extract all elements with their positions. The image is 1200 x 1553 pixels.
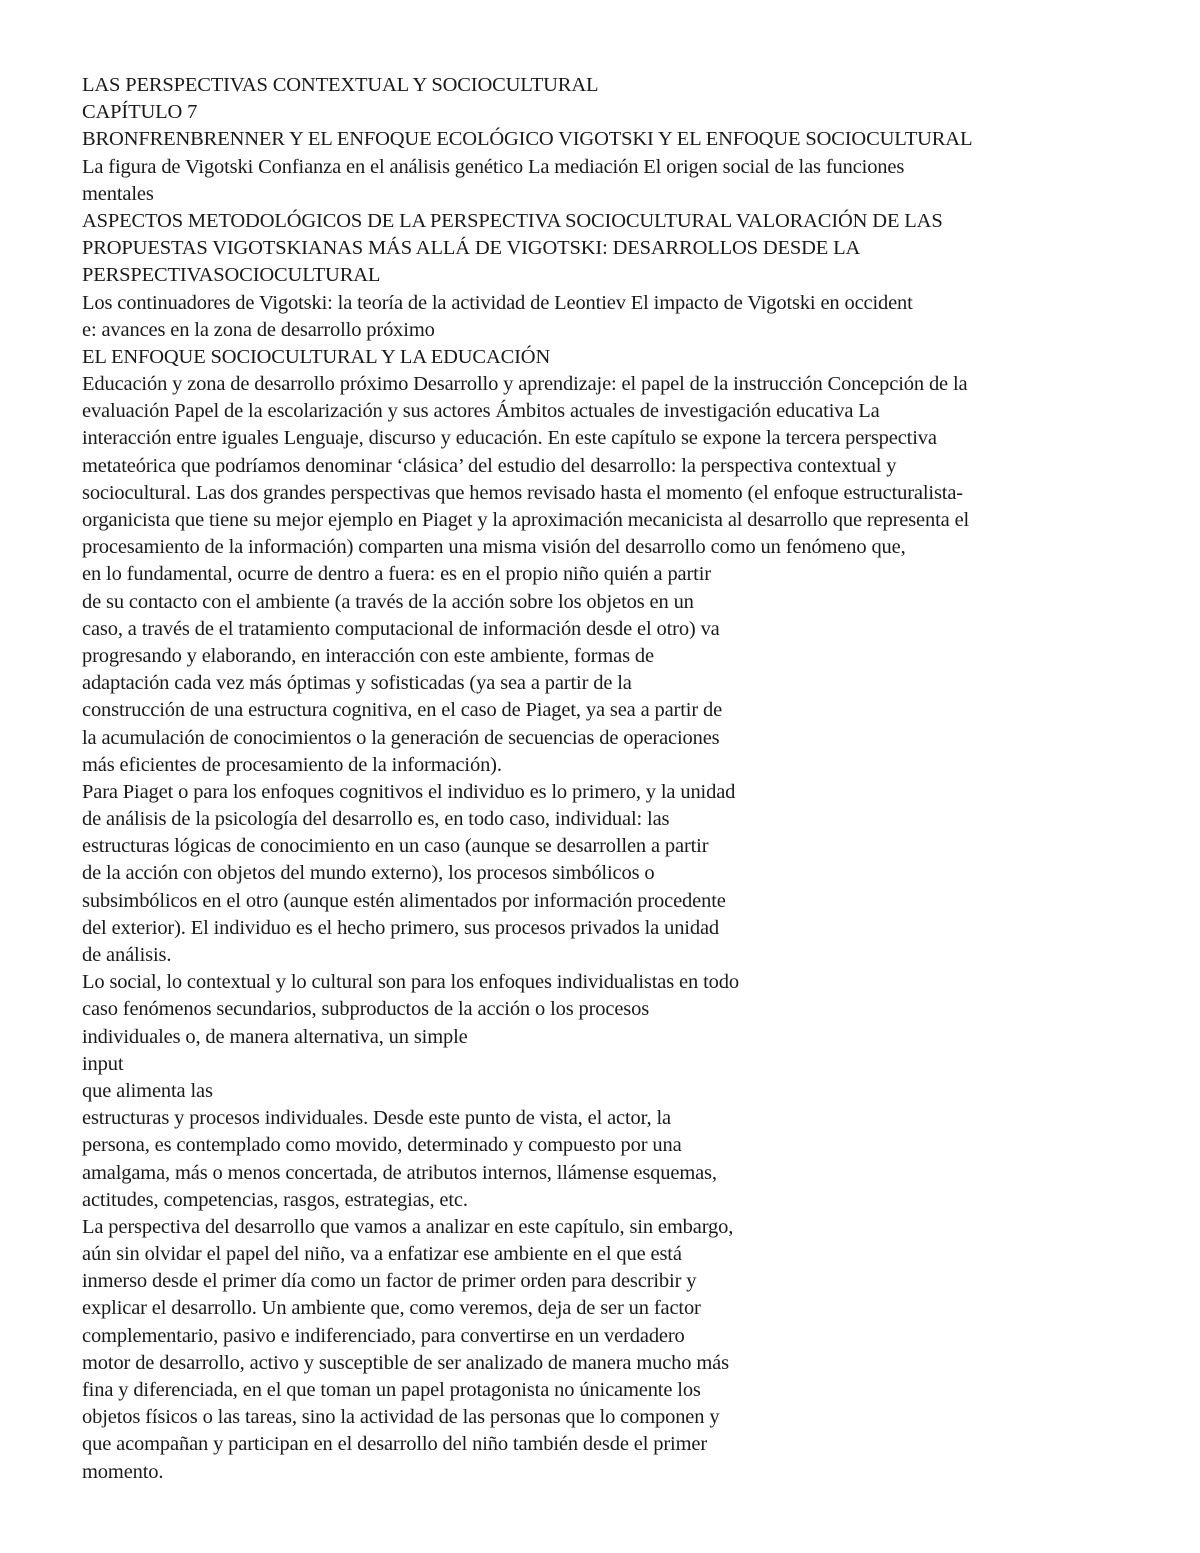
text-line: objetos físicos o las tareas, sino la actividad de las personas que lo componen y <box>82 1406 720 1429</box>
text-line: individuales o, de manera alternativa, un simple <box>82 1025 468 1048</box>
text-line: adaptación cada vez más óptimas y sofisticadas (ya sea a partir de la <box>82 672 632 695</box>
text-line: aún sin olvidar el papel del niño, va a enfatizar ese ambiente en el que está <box>82 1243 682 1266</box>
text-line: Lo social, lo contextual y lo cultural son para los enfoques individualistas en todo <box>82 971 739 994</box>
text-line: más eficientes de procesamiento de la información). <box>82 753 502 776</box>
text-line: organicista que tiene su mejor ejemplo en Piaget y la aproximación mecanicista al desarrollo que representa el <box>82 509 970 531</box>
text-line: inmerso desde el primer día como un factor de primer orden para describir y <box>82 1270 697 1293</box>
text-line: momento. <box>82 1460 164 1483</box>
text-line: que acompañan y participan en el desarrollo del niño también desde el primer <box>82 1433 708 1456</box>
text-line: progresando y elaborando, en interacción con este ambiente, formas de <box>82 644 654 667</box>
text-line: de análisis. <box>82 944 172 966</box>
text-line: del exterior). El individuo es el hecho primero, sus procesos privados la unidad <box>82 916 720 939</box>
text-line: construcción de una estructura cognitiva, en el caso de Piaget, ya sea a partir de <box>82 699 723 722</box>
text-line: input <box>82 1052 124 1075</box>
text-line: caso, a través de el tratamiento computacional de información desde el otro) va <box>82 617 720 640</box>
text-line: fina y diferenciada, en el que toman un papel protagonista no únicamente los <box>82 1379 701 1401</box>
text-line: motor de desarrollo, activo y susceptible de ser analizado de manera mucho más <box>82 1351 729 1374</box>
text-line: estructuras lógicas de conocimiento en un caso (aunque se desarrollen a partir <box>82 835 709 858</box>
text-line: en lo fundamental, ocurre de dentro a fuera: es en el propio niño quién a partir <box>82 563 711 586</box>
text-line: evaluación Papel de la escolarización y sus actores Ámbitos actuales de investigación educativa La <box>82 400 880 423</box>
text-line: PROPUESTAS VIGOTSKIANAS MÁS ALLÁ DE VIGOTSKI: DESARROLLOS DESDE LA <box>82 237 861 260</box>
text-line: de la acción con objetos del mundo externo), los procesos simbólicos o <box>82 862 655 885</box>
text-line: e: avances en la zona de desarrollo próximo <box>82 318 435 341</box>
text-line: Para Piaget o para los enfoques cognitivos el individuo es lo primero, y la unidad <box>82 780 736 803</box>
text-line: Educación y zona de desarrollo próximo Desarrollo y aprendizaje: el papel de la instrucción Concepción de la <box>82 373 968 396</box>
text-line: amalgama, más o menos concertada, de atributos internos, llámense esquemas, <box>82 1161 717 1184</box>
text-line: explicar el desarrollo. Un ambiente que, como veremos, deja de ser un factor <box>82 1297 701 1320</box>
text-line: procesamiento de la información) comparten una misma visión del desarrollo como un fenómeno que, <box>82 536 906 559</box>
text-line: ASPECTOS METODOLÓGICOS DE LA PERSPECTIVA SOCIOCULTURAL VALORACIÓN DE LAS <box>82 209 943 232</box>
text-line: caso fenómenos secundarios, subproductos de la acción o los procesos <box>82 998 650 1021</box>
text-line: PERSPECTIVASOCIOCULTURAL <box>82 264 381 287</box>
document-text <box>82 72 1162 1486</box>
text-line: la acumulación de conocimientos o la generación de secuencias de operaciones <box>82 726 720 749</box>
text-line: mentales <box>82 182 154 205</box>
text-line: Los continuadores de Vigotski: la teoría de la actividad de Leontiev El impacto de Vigotski en occident <box>82 291 913 314</box>
text-line: complementario, pasivo e indiferenciado, para convertirse en un verdadero <box>82 1324 685 1347</box>
text-line: de su contacto con el ambiente (a través de la acción sobre los objetos en un <box>82 590 694 613</box>
text-line: subsimbólicos en el otro (aunque estén alimentados por información procedente <box>82 889 726 912</box>
text-line: EL ENFOQUE SOCIOCULTURAL Y LA EDUCACIÓN <box>82 345 551 368</box>
text-line: de análisis de la psicología del desarrollo es, en todo caso, individual: las <box>82 808 670 831</box>
text-line: persona, es contemplado como movido, determinado y compuesto por una <box>82 1134 682 1157</box>
text-line: La perspectiva del desarrollo que vamos a analizar en este capítulo, sin embargo, <box>82 1215 734 1238</box>
text-line: BRONFRENBRENNER Y EL ENFOQUE ECOLÓGICO VIGOTSKI Y EL ENFOQUE SOCIOCULTURAL <box>82 128 973 151</box>
text-line: actitudes, competencias, rasgos, estrategias, etc. <box>82 1188 468 1211</box>
text-line: La figura de Vigotski Confianza en el análisis genético La mediación El origen social de las funciones <box>82 155 905 178</box>
text-line: interacción entre iguales Lenguaje, discurso y educación. En este capítulo se expone la tercera perspectiva <box>82 427 937 450</box>
text-line: sociocultural. Las dos grandes perspectivas que hemos revisado hasta el momento (el enfoque estructuralista- <box>82 481 963 504</box>
text-line: estructuras y procesos individuales. Desde este punto de vista, el actor, la <box>82 1107 671 1130</box>
text-line: CAPÍTULO 7 <box>82 101 198 124</box>
text-line: que alimenta las <box>82 1079 213 1102</box>
text-line: metateórica que podríamos denominar ‘clásica’ del estudio del desarrollo: la perspectiva contextual y <box>82 454 897 477</box>
text-line: LAS PERSPECTIVAS CONTEXTUAL Y SOCIOCULTURAL <box>82 74 599 96</box>
